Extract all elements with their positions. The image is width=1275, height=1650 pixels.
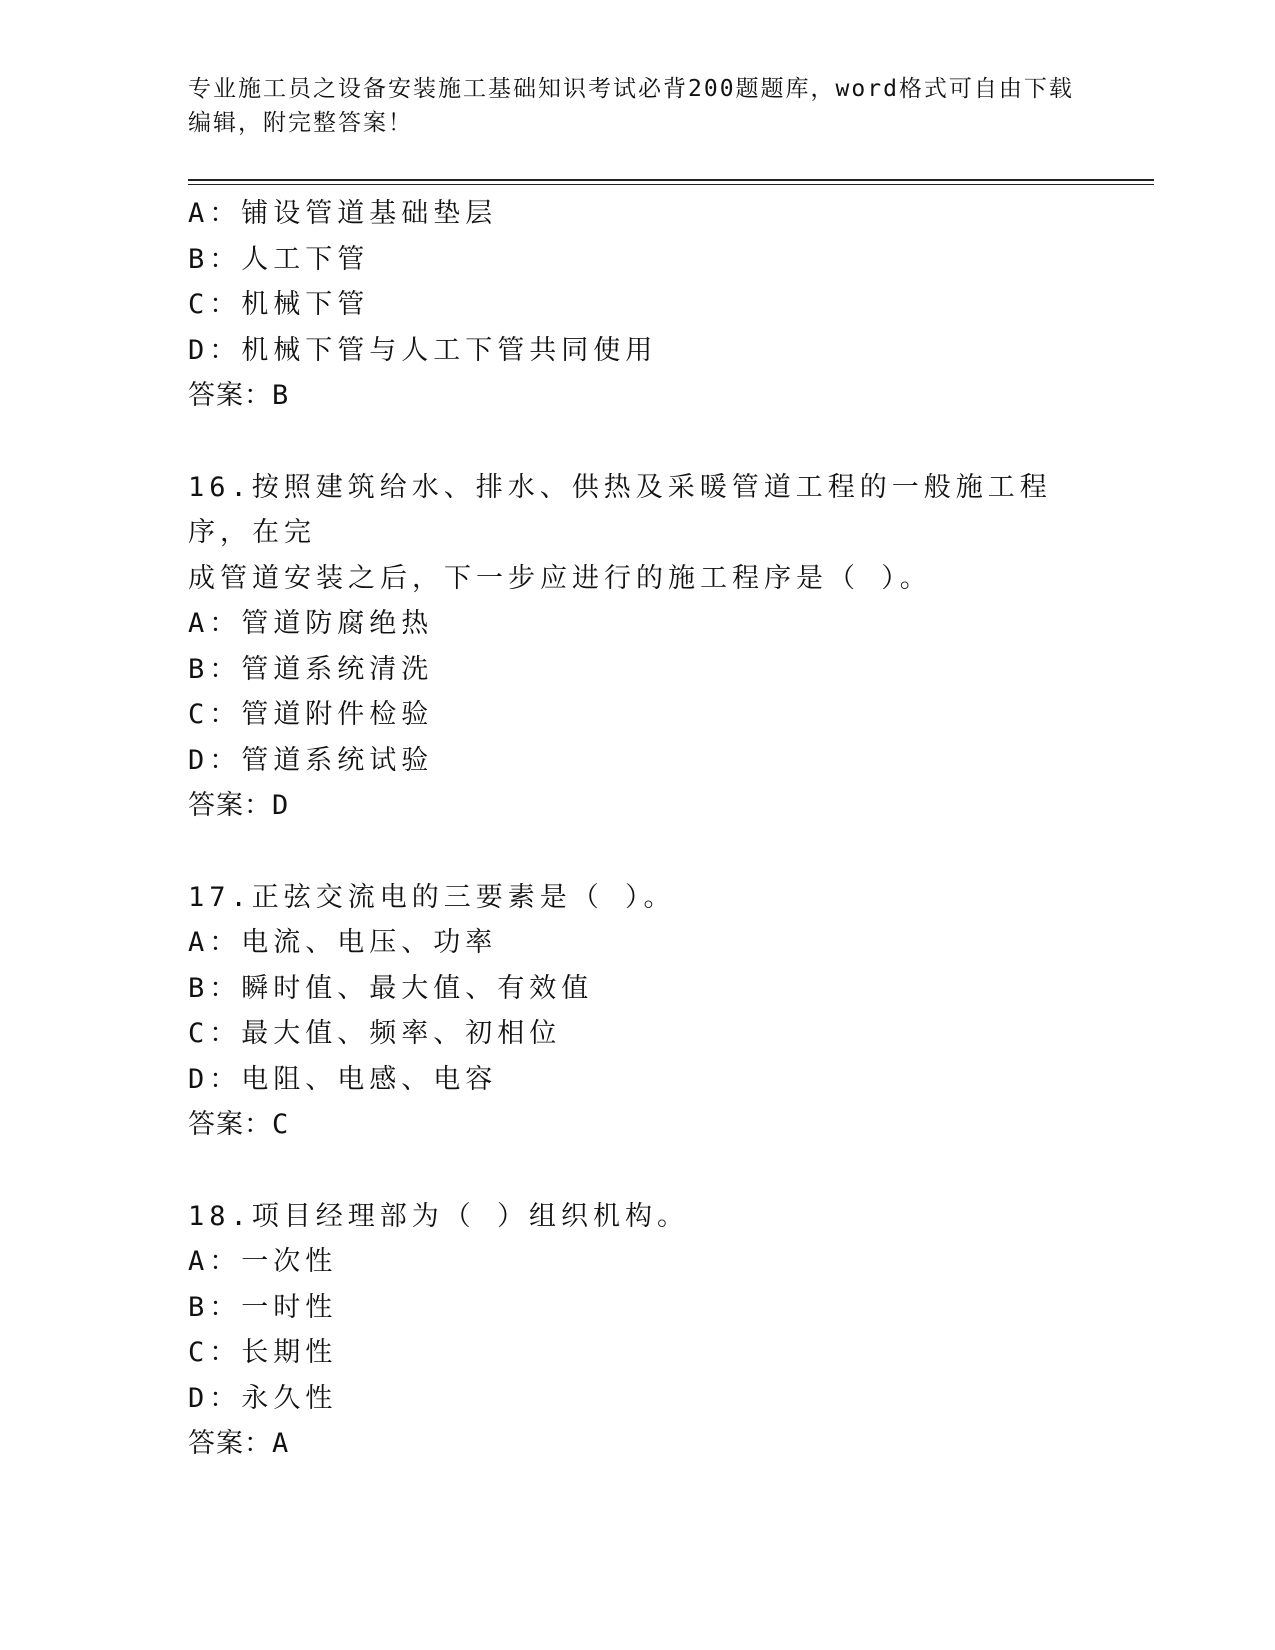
answer-value: B [272, 380, 290, 411]
option-d: D：电阻、电感、电容 [188, 1063, 498, 1095]
option-a: A：电流、电压、功率 [188, 927, 498, 958]
question-text-line-2: 成管道安装之后，下一步应进行的施工程序是（ ）。 [188, 562, 932, 594]
answer-label: 答案： [188, 790, 272, 821]
question-15-continued [188, 191, 1088, 419]
option-b: B：人工下管 [188, 243, 370, 275]
spacer [188, 419, 1088, 465]
question-16 [188, 465, 1088, 829]
header-divider-thick [188, 179, 1154, 181]
answer-value: C [272, 1109, 290, 1140]
answer-value: A [272, 1428, 290, 1459]
question-18 [188, 1194, 1088, 1467]
answer-label: 答案： [188, 1109, 272, 1140]
question-text-line-1: 18.项目经理部为（ ）组织机构。 [188, 1200, 690, 1232]
answer-line [188, 1421, 1088, 1467]
option-c: C：机械下管 [188, 289, 370, 320]
spacer [188, 829, 1088, 875]
option-c: C：最大值、频率、初相位 [188, 1018, 562, 1049]
option-c: C：长期性 [188, 1337, 338, 1368]
question-text-line-1: 17.正弦交流电的三要素是（ ）。 [188, 881, 676, 913]
question-text-line-1: 16.按照建筑给水、排水、供热及采暖管道工程的一般施工程序，在完 [188, 471, 1052, 548]
option-a: A：一次性 [188, 1246, 338, 1277]
header-line-2: 编辑，附完整答案！ [188, 110, 413, 136]
answer-value: D [272, 790, 290, 821]
option-a: A：铺设管道基础垫层 [188, 198, 498, 229]
answer-line [188, 1102, 1088, 1148]
option-c: C：管道附件检验 [188, 699, 434, 730]
option-a: A：管道防腐绝热 [188, 608, 434, 639]
option-b: B：瞬时值、最大值、有效值 [188, 972, 594, 1004]
answer-label: 答案： [188, 380, 272, 411]
document-header [188, 72, 1088, 140]
spacer [188, 1148, 1088, 1194]
document-body [188, 191, 1088, 1467]
header-divider-thin [188, 184, 1154, 185]
question-17 [188, 875, 1088, 1148]
option-b: B：管道系统清洗 [188, 653, 434, 685]
answer-line [188, 783, 1088, 829]
option-d: D：永久性 [188, 1382, 338, 1414]
option-b: B：一时性 [188, 1291, 338, 1323]
header-line-1: 专业施工员之设备安装施工基础知识考试必背200题题库，word格式可自由下载 [188, 76, 1074, 102]
option-d: D：机械下管与人工下管共同使用 [188, 334, 658, 366]
answer-line [188, 373, 1088, 419]
answer-label: 答案： [188, 1428, 272, 1459]
option-d: D：管道系统试验 [188, 744, 434, 776]
